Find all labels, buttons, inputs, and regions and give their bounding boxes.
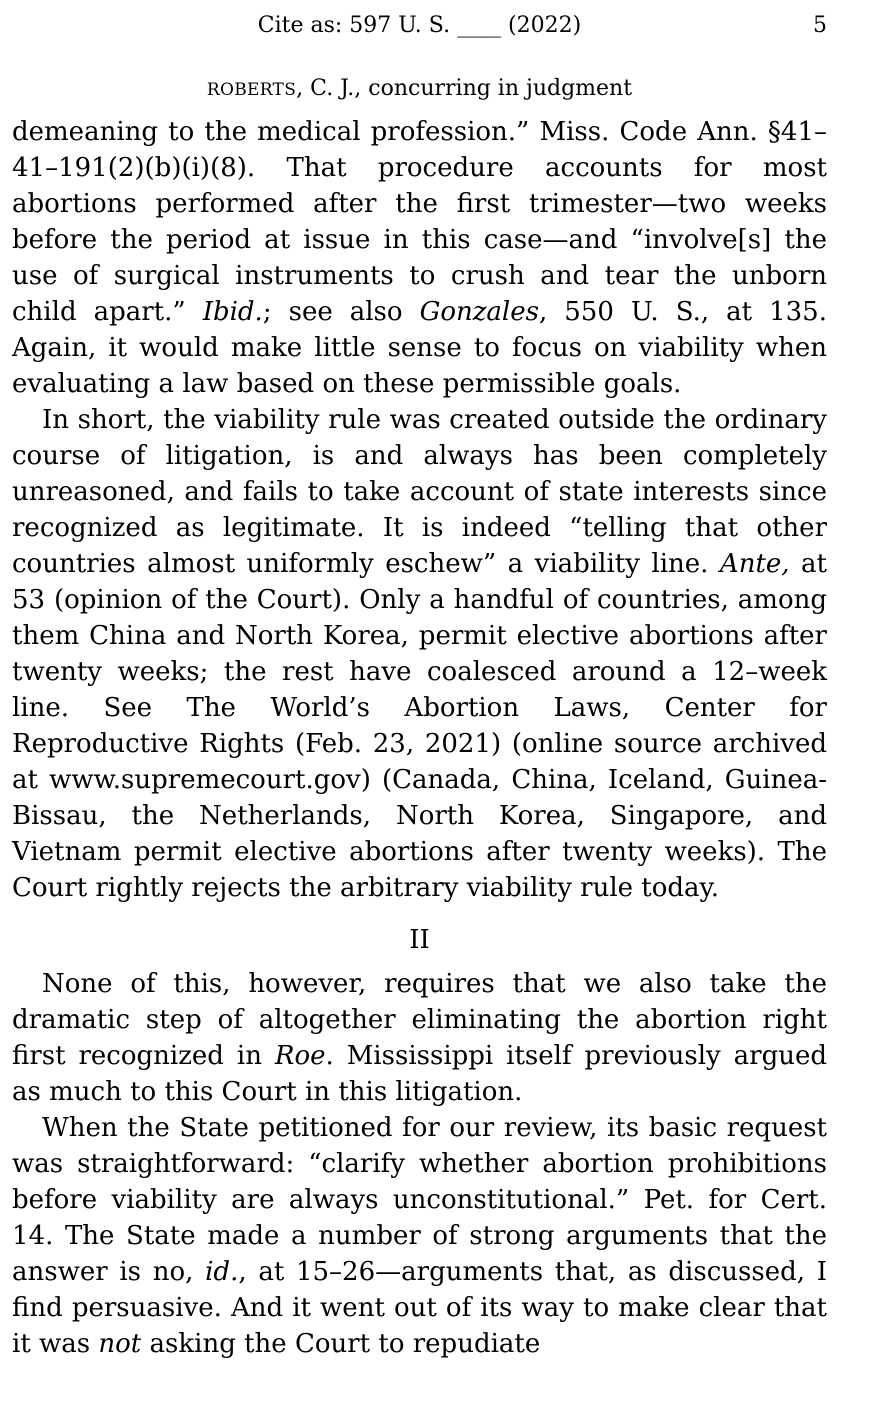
- citation-ante: Ante,: [719, 549, 790, 579]
- page-number: 5: [813, 13, 827, 38]
- citation-roe: Roe: [274, 1041, 326, 1071]
- paragraph-1-text-a: demeaning to the medical profession.” Miss. Code Ann. §41–41–191(2)(b)(i)(8). That procedure accounts for most abortions performed after the first trimester—two weeks before the period at issue in this case—and “involve[s] the use of surgical instruments to crush and tear the unborn child apart.”: [12, 117, 827, 327]
- paragraph-2-text-a: In short, the viability rule was created outside the ordinary course of litigation, is and always has been completely unreasoned, and fails to take account of state interests since recognized as legitimate. It is indeed “telling that other countries almost uniformly eschew” a viability line.: [12, 405, 827, 579]
- author-name: ROBERTS: [206, 80, 297, 100]
- paragraph-1-text-c: ; see also: [262, 297, 420, 327]
- paragraph-2-text-c: at 53 (opinion of the Court). Only a handful of countries, among them China and North Korea, permit elective abortions after twenty weeks; the rest have coalesced around a 12–week line. See The World’s Abortion Laws, Center for Reproductive Rights (Feb. 23, 2021) (online source archived at www.supremecourt.gov) (Canada, China, Iceland, Guinea-Bissau, the Netherlands, North Korea, Singapore, and Vietnam permit elective abortions after twenty weeks). The Court rightly rejects the arbitrary viability rule today.: [12, 549, 827, 903]
- section-heading: II: [409, 925, 430, 955]
- emphasis-not: not: [98, 1329, 142, 1359]
- paragraph-1: [12, 114, 827, 402]
- document-page: [12, 0, 827, 1362]
- paragraph-4-text-e: asking the Court to repudiate: [141, 1329, 541, 1359]
- paragraph-4-text-a: When the State petitioned for our review, its basic request was straightforward: “clarify whether abortion prohibitions before viability are always unconstitutional.” Pet. for Cert. 14. The State made a number of strong arguments that the answer is no,: [12, 1113, 827, 1287]
- paragraph-1-text-e: , 550 U. S., at 135. Again, it would make little sense to focus on viability when evaluating a law based on these permissible goals.: [12, 297, 827, 399]
- opinion-label: , C. J., concurring in judgment: [296, 76, 633, 101]
- citation-header: Cite as: 597 U. S. ____ (2022): [257, 13, 582, 38]
- citation-ibid: Ibid.: [202, 297, 263, 327]
- paragraph-4: [12, 1110, 827, 1362]
- paragraph-3: [12, 966, 827, 1110]
- running-header: [12, 11, 827, 47]
- citation-id: id.: [205, 1257, 239, 1287]
- paragraph-4-text-c: , at 15–26—arguments that, as discussed, I find persuasive. And it went out of its way to make clear that it was: [12, 1257, 827, 1359]
- paragraph-2: [12, 402, 827, 906]
- opinion-author-line: [12, 74, 827, 104]
- opinion-body: [12, 114, 827, 1362]
- paragraph-3-text-a: None of this, however, requires that we also take the dramatic step of altogether eliminating the abortion right first recognized in: [12, 969, 827, 1071]
- paragraph-3-text-c: . Mississippi itself previously argued as much to this Court in this litigation.: [12, 1041, 827, 1107]
- citation-gonzales: Gonzales: [419, 297, 539, 327]
